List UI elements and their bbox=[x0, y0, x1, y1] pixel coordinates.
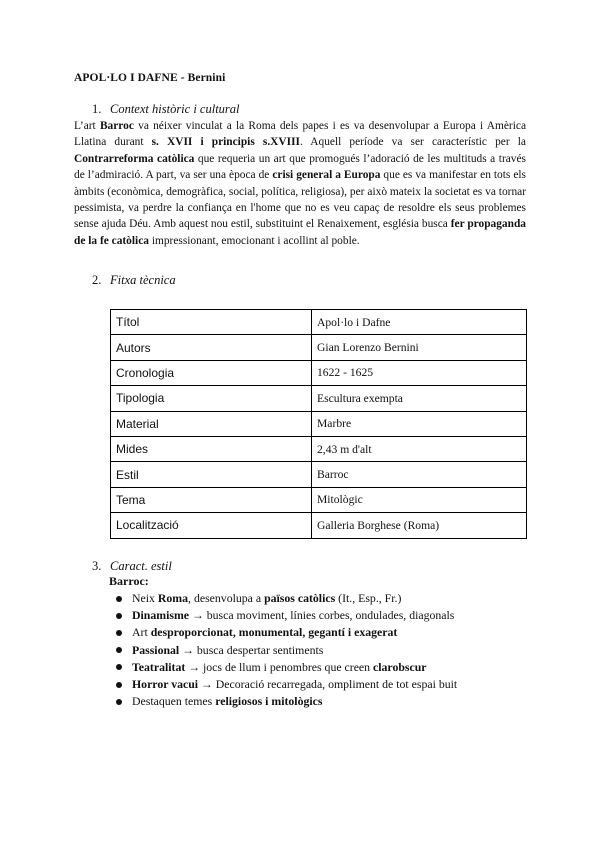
bullet-icon bbox=[116, 682, 122, 688]
text-segment: (It., Esp., Fr.) bbox=[335, 591, 402, 605]
table-row bbox=[111, 487, 527, 512]
table-row bbox=[111, 310, 527, 335]
bold-text-segment: clarobscur bbox=[373, 659, 427, 674]
bold-text-segment: Passional bbox=[132, 642, 180, 657]
bold-text-segment: Contrarreforma catòlica bbox=[74, 152, 195, 165]
row-label: Títol bbox=[111, 310, 312, 335]
list-item bbox=[110, 693, 457, 710]
list-item bbox=[110, 676, 457, 693]
row-label: Localització bbox=[111, 513, 312, 538]
list-item bbox=[110, 624, 457, 641]
row-value: Marbre bbox=[312, 411, 527, 436]
text-segment: → jocs de llum i penombres que creen bbox=[185, 659, 374, 674]
text-segment: . Aquell període va ser característic per la bbox=[299, 136, 526, 149]
text-segment: que requeria un art que promogués l’adoració de les multituds a través de l’admiració. A part, va ser una època de bbox=[74, 152, 526, 182]
row-value: Gian Lorenzo Bernini bbox=[312, 335, 527, 360]
row-label: Tipologia bbox=[111, 386, 312, 411]
section-2-heading bbox=[92, 273, 176, 288]
row-value: Apol·lo i Dafne bbox=[312, 310, 527, 335]
bold-text-segment: Roma bbox=[157, 591, 189, 605]
section-3-heading bbox=[92, 559, 172, 574]
text-segment: Neix bbox=[132, 591, 158, 605]
section-2-title: Fitxa tècnica bbox=[110, 273, 176, 287]
table-row bbox=[111, 513, 527, 538]
row-value: Galleria Borghese (Roma) bbox=[312, 513, 527, 538]
bold-text-segment: desproporcionat, monumental, gegantí i exagerat bbox=[150, 625, 398, 640]
bold-text-segment: religiosos i mitològics bbox=[215, 694, 323, 709]
bold-text-segment: Horror vacui bbox=[132, 677, 199, 692]
section-3-title: Caract. estil bbox=[110, 559, 172, 573]
bold-text-segment: crisi general a Europa bbox=[272, 169, 381, 182]
bold-text-segment: països catòlics bbox=[264, 591, 336, 605]
text-segment: impressionant, emocionant i acollint al poble. bbox=[148, 234, 360, 247]
row-value: 2,43 m d'alt bbox=[312, 436, 527, 461]
section-1-paragraph bbox=[74, 118, 526, 249]
section-2-number: 2. bbox=[92, 273, 102, 287]
style-features-list bbox=[110, 590, 457, 710]
row-value: Barroc bbox=[312, 462, 527, 487]
bullet-icon bbox=[116, 596, 122, 602]
text-segment: Destaquen temes bbox=[132, 694, 216, 709]
bullet-icon bbox=[116, 664, 122, 670]
text-segment: busca moviment, línies corbes, ondulades, diagonals bbox=[206, 608, 455, 623]
table-row bbox=[111, 411, 527, 436]
text-segment: , desenvolupa a bbox=[188, 591, 265, 605]
bold-text-segment: Teatralitat bbox=[132, 659, 186, 674]
bullet-icon bbox=[116, 699, 122, 705]
row-label: Autors bbox=[111, 335, 312, 360]
row-value: 1622 - 1625 bbox=[312, 360, 527, 385]
bullet-icon bbox=[116, 630, 122, 636]
row-value: Mitològic bbox=[312, 487, 527, 512]
section-1-number: 1. bbox=[92, 102, 102, 116]
technical-sheet-table bbox=[110, 309, 527, 539]
list-item bbox=[110, 642, 457, 659]
list-item bbox=[110, 590, 457, 607]
row-label: Mides bbox=[111, 436, 312, 461]
bullet-icon bbox=[116, 613, 122, 619]
text-segment: Art bbox=[132, 625, 151, 640]
row-label: Estil bbox=[111, 462, 312, 487]
text-segment: que es va manifestar en tots els àmbits (econòmica, demogràfica, social, política, religiosa), per això mateix la societat es va tornar pessimista, va perdre la confiança en l'home que no es veu capaç de resoldre els seus problemes sense ajuda Déu. Amb aquest nou estil, substituint el Renaixement, església busca bbox=[74, 169, 526, 231]
table-row bbox=[111, 386, 527, 411]
section-3-number: 3. bbox=[92, 559, 102, 573]
style-subheading: Barroc: bbox=[109, 574, 149, 588]
table-row bbox=[111, 335, 527, 360]
bold-text-segment: Dinamisme → bbox=[132, 608, 207, 623]
bold-text-segment: Barroc bbox=[99, 120, 134, 132]
bold-text-segment: fer propaganda de la fe catòlica bbox=[74, 218, 526, 247]
section-1-title: Context històric i cultural bbox=[110, 102, 240, 116]
table-row bbox=[111, 436, 527, 461]
document-title: APOL·LO I DAFNE - Bernini bbox=[74, 72, 226, 84]
table-row bbox=[111, 462, 527, 487]
text-segment: va néixer vinculat a la Roma dels papes i es va desenvolupar a Europa i Amèrica Llatina durant bbox=[74, 120, 526, 149]
row-label: Cronologia bbox=[111, 360, 312, 385]
row-label: Tema bbox=[111, 487, 312, 512]
list-item bbox=[110, 659, 457, 676]
row-label: Material bbox=[111, 411, 312, 436]
bullet-icon bbox=[116, 647, 122, 653]
text-segment: L’art bbox=[74, 120, 100, 132]
bold-text-segment: s. XVII i principis s.XVIII bbox=[151, 136, 300, 149]
text-segment: → busca despertar sentiments bbox=[179, 642, 324, 657]
table-row bbox=[111, 360, 527, 385]
list-item bbox=[110, 607, 457, 624]
section-1-heading bbox=[92, 102, 240, 117]
text-segment: → Decoració recarregada, ompliment de tot espai buit bbox=[198, 677, 458, 692]
row-value: Escultura exempta bbox=[312, 386, 527, 411]
